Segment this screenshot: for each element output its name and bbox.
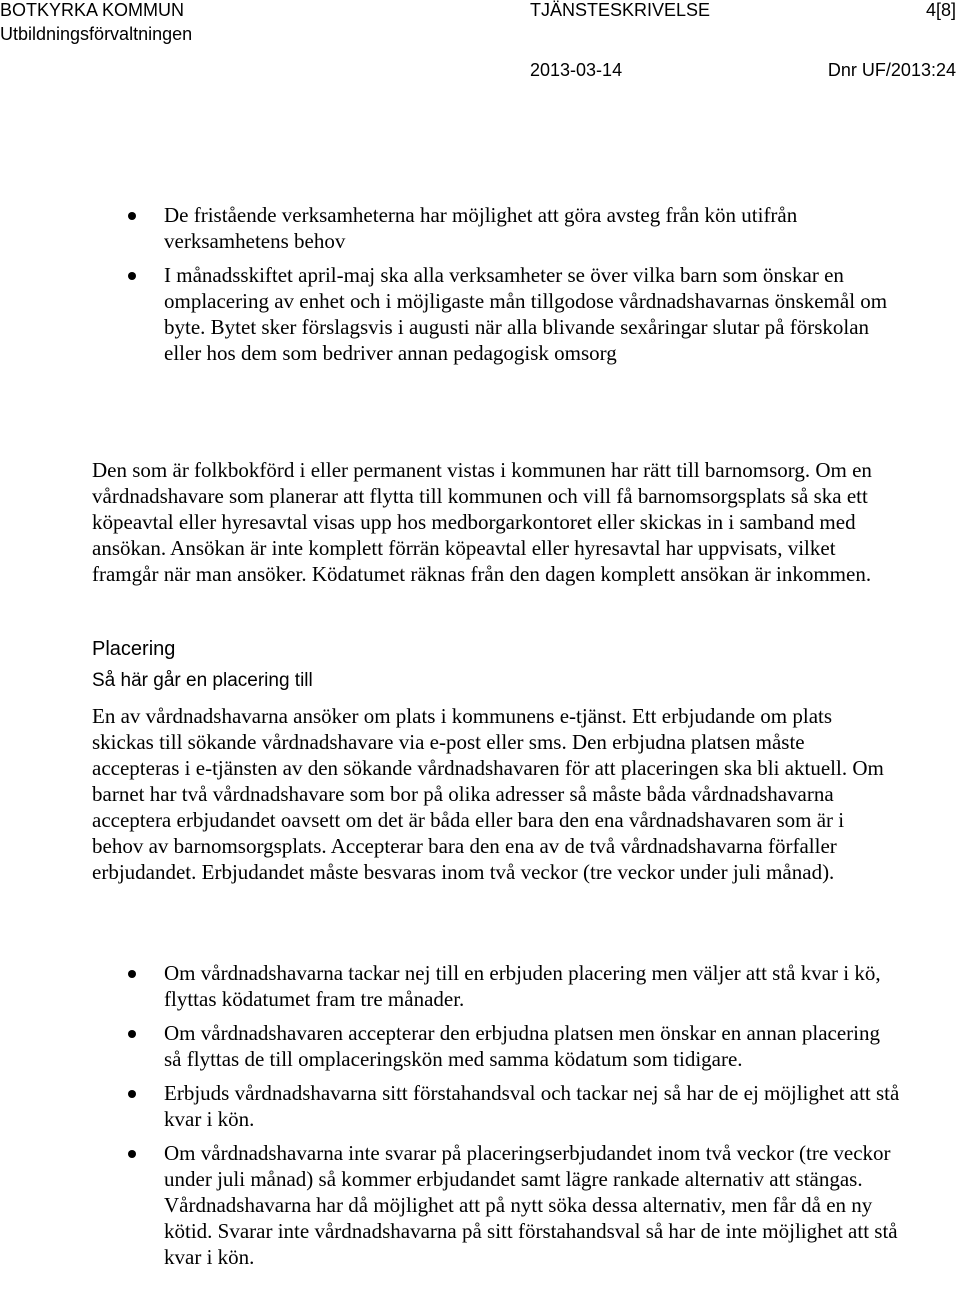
registration-number: Dnr UF/2013:24 xyxy=(827,60,956,80)
section-subheading: Så här går en placering till xyxy=(92,670,313,691)
bullet-list-placement-rules xyxy=(0,960,960,1278)
bullet-icon xyxy=(128,1150,136,1158)
bullet-icon xyxy=(128,970,136,978)
list-item xyxy=(0,960,960,1012)
bullet-icon xyxy=(128,272,136,280)
organization-name: BOTKYRKA KOMMUN xyxy=(0,0,185,20)
list-item-text: I månadsskiftet april-maj ska alla verksamheter se över vilka barn som önskar en omplacering av enhet och i möjligaste mån tillgodose vårdnadshavarnas önskemål om byte. Bytet sker förslagsvis i augusti när alla blivande sexåringar slutar på förskolan eller hos dem som bedriver annan pedagogisk omsorg xyxy=(164,263,888,365)
document-type: TJÄNSTESKRIVELSE xyxy=(530,0,711,20)
bullet-list-exceptions xyxy=(0,202,960,374)
list-item-text: Om vårdnadshavarna tackar nej till en erbjuden placering men väljer att stå kvar i kö, flyttas ködatumet fram tre månader. xyxy=(164,961,881,1011)
list-item-text: Om vårdnadshavarna inte svarar på placeringserbjudandet inom två veckor (tre veckor under juli månad) så kommer erbjudandet samt lägre rankade alternativ att stängas. Vårdnadshavarna har då möjlighet att på nytt söka dessa alternativ, men får då en ny kötid. Svarar inte vårdnadshavarna på sitt förstahandsval så har de inte möjlighet att stå kvar i kön. xyxy=(164,1141,898,1269)
list-item xyxy=(0,262,960,366)
list-item-text: Erbjuds vårdnadshavarna sitt förstahandsval och tackar nej så har de ej möjlighet att stå kvar i kön. xyxy=(164,1081,900,1131)
document-date: 2013-03-14 xyxy=(530,60,623,80)
list-item xyxy=(0,1080,960,1132)
list-item xyxy=(0,202,960,254)
page-number: 4[8] xyxy=(925,0,956,20)
list-item-text: De fristående verksamheterna har möjlighet att göra avsteg från kön utifrån verksamhetens behov xyxy=(164,203,798,253)
paragraph-placement: En av vårdnadshavarna ansöker om plats i kommunens e-tjänst. Ett erbjudande om plats skickas till sökande vårdnadshavare via e-post eller sms. Den erbjudna platsen måste accepteras i e-tjänsten av den sökande vårdnadshavaren för att placeringen ska bli aktuell. Om barnet har två vårdnadshavare som bor på olika adresser så måste båda vårdnadshavarna acceptera erbjudandet oavsett om det är båda eller bara den ena vårdnadshavaren som är i behov av barnomsorgsplats. Accepterar bara den ena av de två vårdnadshavarna förfaller erbjudandet. Erbjudandet måste besvaras inom två veckor (tre veckor under juli månad). xyxy=(92,704,884,884)
list-item-text: Om vårdnadshavaren accepterar den erbjudna platsen men önskar en annan placering så flyttas de till omplaceringskön med samma ködatum som tidigare. xyxy=(164,1021,881,1071)
paragraph-residency: Den som är folkbokförd i eller permanent vistas i kommunen har rätt till barnomsorg. Om en vårdnadshavare som planerar att flytta till kommunen och vill få barnomsorgsplats så ska ett köpeavtal eller hyresavtal visas upp hos medborgarkontoret eller skickas in i samband med ansökan. Ansökan är inte komplett förrän köpeavtal eller hyresavtal har uppvisats, vilket framgår när man ansöker. Ködatumet räknas från den dagen komplett ansökan är inkommen. xyxy=(92,458,872,586)
bullet-icon xyxy=(128,1030,136,1038)
list-item xyxy=(0,1020,960,1072)
section-heading: Placering xyxy=(92,638,176,660)
department-name: Utbildningsförvaltningen xyxy=(0,24,193,44)
bullet-icon xyxy=(128,1090,136,1098)
bullet-icon xyxy=(128,212,136,220)
list-item xyxy=(0,1140,960,1270)
